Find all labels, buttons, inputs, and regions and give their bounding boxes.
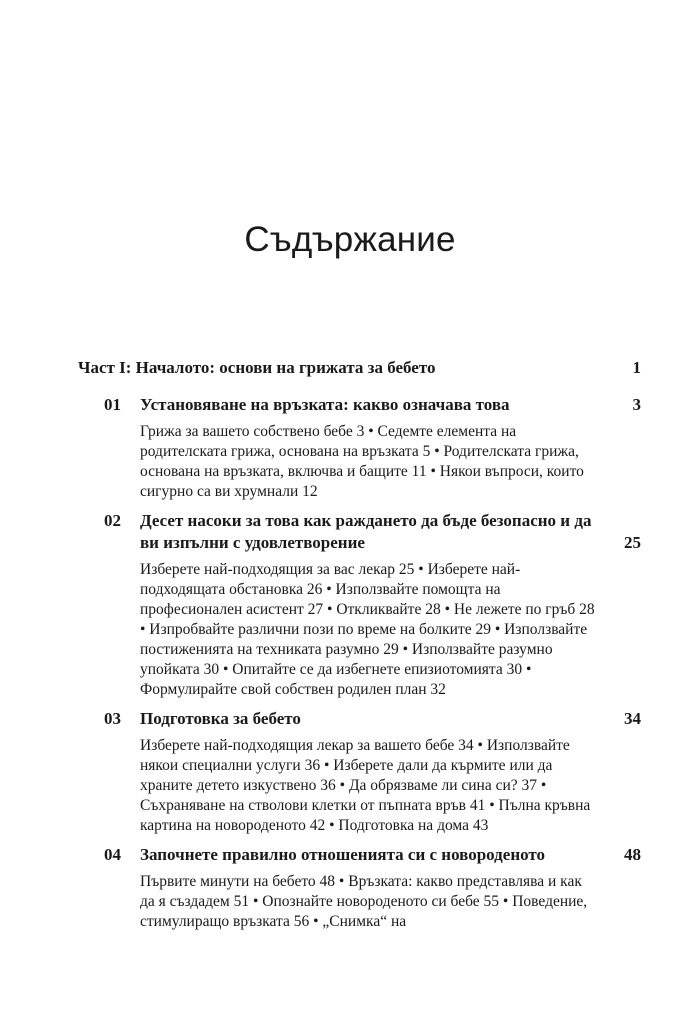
chapter-number: 02 xyxy=(104,511,121,530)
chapter-page-number: 3 xyxy=(632,395,641,414)
chapter-contents: Изберете най-подходящия за вас лекар 25 • Изберете най-подходящата обстановка 26 • Използвайте помощта на професионален асистент 27 • Откликвайте 28 • Не лежете по гръб 28 • Изпробвайте различни пози по време на болките 29 • Използвайте постиженията на техниката разумно 29 • Използвайте разумно упойката 30 • Опитайте се да избегнете епизиотомията 30 • Формулирайте свой собствен родилен план 32 xyxy=(140,561,595,698)
chapter-page-number: 34 xyxy=(624,709,641,728)
chapter-title: Подготовка за бебето xyxy=(140,709,301,728)
chapter-heading xyxy=(78,844,641,866)
table-of-contents xyxy=(78,358,641,940)
chapter-title: Установяване на връзката: какво означава това xyxy=(140,395,510,414)
chapter-heading xyxy=(78,708,641,730)
chapter-entry xyxy=(78,708,641,836)
page-title: Съдържание xyxy=(244,220,456,260)
chapter-page-number: 25 xyxy=(624,533,641,552)
part-page-number: 1 xyxy=(632,358,641,377)
chapter-heading xyxy=(78,394,641,416)
chapter-contents: Грижа за вашето собствено бебе 3 • Седемте елемента на родителската грижа, основана на връзката 5 • Родителската грижа, основана на връзката, включва и бащите 11 • Някои въпроси, които сигурно са ви хрумнали 12 xyxy=(140,423,584,500)
chapter-heading xyxy=(78,510,641,554)
chapter-title: Десет насоки за това как раждането да бъде безопасно и да ви изпълни с удовлетворение xyxy=(140,511,592,552)
chapter-title: Започнете правилно отношенията си с новороденото xyxy=(140,845,546,864)
part-heading xyxy=(78,358,641,378)
chapter-contents: Изберете най-подходящия лекар за вашето бебе 34 • Използвайте някои специални услуги 36 • Изберете дали да кърмите или да храните детето изкуствено 36 • Да обрязваме ли сина си? 37 • Съхраняване на стволови клетки от пъпната връв 41 • Пълна кръвна картина на новороденото 42 • Подготовка на дома 43 xyxy=(140,737,591,834)
chapter-number: 04 xyxy=(104,845,121,864)
part-title: Част I: Началото: основи на грижата за бебето xyxy=(78,358,436,377)
chapter-entry xyxy=(78,394,641,502)
chapter-page-number: 48 xyxy=(624,845,641,864)
chapter-number: 01 xyxy=(104,395,121,414)
chapter-contents: Първите минути на бебето 48 • Връзката: какво представлява и как да я създадем 51 • Опознайте новороденото си бебе 55 • Поведение, стимулиращо връзката 56 • „Снимка“ на xyxy=(140,873,588,930)
chapter-entry xyxy=(78,844,641,932)
chapter-number: 03 xyxy=(104,709,121,728)
chapter-entry xyxy=(78,510,641,700)
